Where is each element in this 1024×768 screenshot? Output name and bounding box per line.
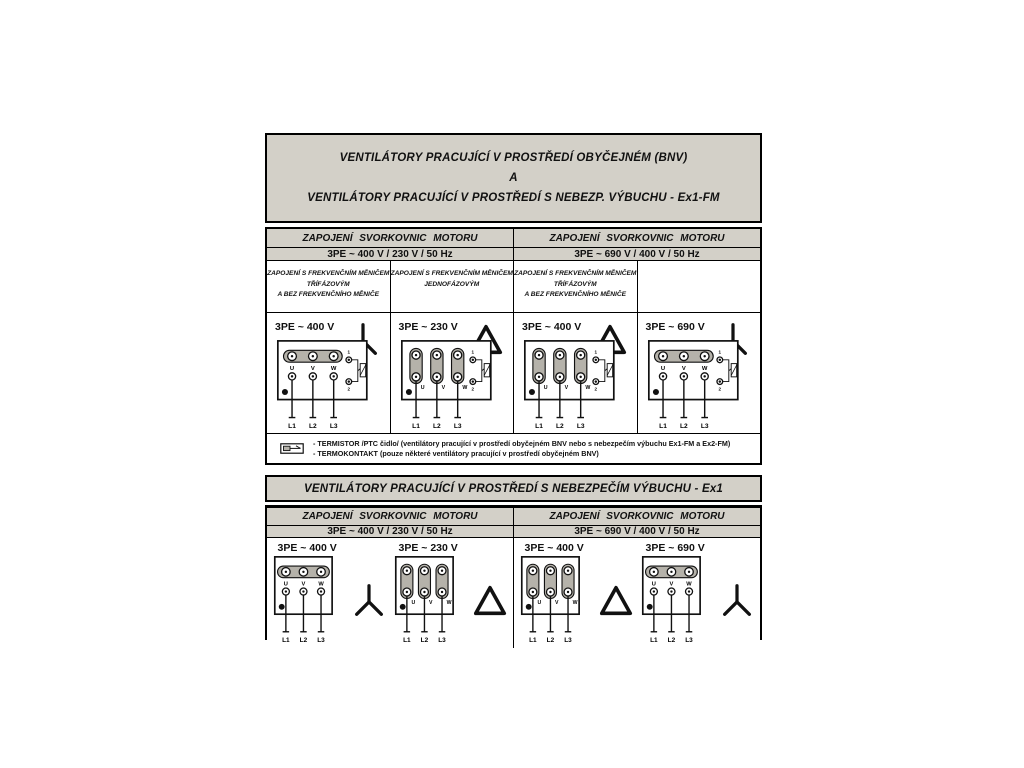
svg-text:1: 1 bbox=[718, 349, 721, 355]
svg-text:U: U bbox=[290, 366, 295, 373]
note-line-1: - TERMISTOR /PTC čidlo/ (ventilátory pracující v prostředí obyčejném BNV nebo s nebezpečím výbuchu Ex1-FM a Ex2-FM) bbox=[313, 439, 731, 448]
diagram-group-400v-delta bbox=[519, 541, 635, 648]
terminal-block-diagram bbox=[640, 555, 714, 648]
svg-text:L2: L2 bbox=[546, 636, 554, 644]
terminal-block-diagram bbox=[275, 339, 381, 434]
terminal-block-diagram bbox=[519, 555, 593, 648]
diagram-cell-230v-delta bbox=[390, 313, 514, 433]
delta-symbol-icon bbox=[597, 582, 635, 620]
svg-text:V: V bbox=[564, 385, 569, 392]
section1-subheader-row bbox=[267, 261, 760, 313]
svg-text:2: 2 bbox=[594, 386, 598, 392]
svg-text:W: W bbox=[462, 385, 468, 392]
svg-text:U: U bbox=[544, 385, 548, 392]
svg-text:V: V bbox=[669, 581, 673, 588]
svg-text:L3: L3 bbox=[563, 636, 572, 644]
svg-text:L2: L2 bbox=[299, 636, 307, 644]
svg-text:2: 2 bbox=[347, 386, 351, 392]
thermistor-icon bbox=[280, 441, 304, 459]
svg-text:L2: L2 bbox=[556, 422, 564, 430]
subheader-cell-4 bbox=[637, 261, 761, 312]
svg-text:V: V bbox=[681, 366, 686, 373]
diagram-cell-400v-star bbox=[267, 313, 390, 433]
section1-header-row bbox=[267, 229, 760, 261]
svg-text:L2: L2 bbox=[679, 422, 688, 430]
voltage-label: 3PE ~ 690 V bbox=[645, 542, 705, 554]
section2-table bbox=[265, 505, 762, 644]
svg-text:L3: L3 bbox=[453, 422, 462, 430]
diagram-group-690v-star bbox=[640, 541, 756, 648]
svg-text:2: 2 bbox=[471, 386, 474, 392]
svg-text:W: W bbox=[317, 581, 324, 588]
svg-text:U: U bbox=[660, 366, 665, 373]
header-subtitle: 3PE ~ 690 V / 400 V / 50 Hz bbox=[574, 526, 700, 537]
svg-text:V: V bbox=[311, 366, 316, 373]
header-title: ZAPOJENÍ SVORKOVNIC MOTORU bbox=[267, 508, 513, 526]
svg-text:L3: L3 bbox=[700, 422, 709, 430]
svg-text:1: 1 bbox=[347, 349, 351, 355]
section1-diagram-row bbox=[267, 313, 760, 434]
svg-text:U: U bbox=[283, 581, 288, 588]
svg-text:L1: L1 bbox=[649, 636, 658, 644]
svg-text:L2: L2 bbox=[420, 636, 428, 644]
voltage-label: 3PE ~ 400 V bbox=[277, 542, 337, 554]
terminal-block-diagram bbox=[272, 555, 346, 648]
diagram-cell-400v-delta bbox=[513, 313, 637, 433]
voltage-label: 3PE ~ 400 V bbox=[522, 321, 582, 333]
star-symbol-icon bbox=[718, 582, 756, 620]
terminal-block-diagram bbox=[646, 339, 752, 434]
section1-table bbox=[265, 227, 762, 465]
header-cell-left bbox=[267, 508, 513, 537]
subheader-cell-1: ZAPOJENÍ S FREKVENČNÍM MĚNIČEM TŘÍFÁZOVÝM A BEZ FREKVENČNÍHO MĚNIČE bbox=[267, 261, 390, 312]
svg-text:W: W bbox=[701, 366, 708, 373]
section1-note-row bbox=[267, 434, 760, 463]
svg-text:L3: L3 bbox=[577, 422, 585, 430]
svg-text:L2: L2 bbox=[667, 636, 675, 644]
delta-symbol-icon bbox=[471, 582, 509, 620]
svg-text:L1: L1 bbox=[535, 422, 544, 430]
diagram-group-230v-delta bbox=[393, 541, 509, 648]
svg-text:L3: L3 bbox=[437, 636, 446, 644]
svg-text:W: W bbox=[331, 366, 337, 373]
section2-left-half bbox=[267, 538, 513, 648]
header-subtitle: 3PE ~ 400 V / 230 V / 50 Hz bbox=[327, 248, 453, 260]
svg-text:2: 2 bbox=[718, 386, 721, 392]
section2-diagram-row bbox=[267, 538, 760, 648]
svg-text:W: W bbox=[572, 600, 578, 607]
svg-text:1: 1 bbox=[594, 349, 598, 355]
header-title: ZAPOJENÍ SVORKOVNIC MOTORU bbox=[514, 229, 760, 248]
svg-text:L3: L3 bbox=[330, 422, 338, 430]
section2-header-row bbox=[267, 508, 760, 538]
terminal-block-diagram bbox=[399, 339, 505, 434]
svg-text:U: U bbox=[537, 600, 541, 607]
svg-text:W: W bbox=[446, 600, 452, 607]
header-subtitle: 3PE ~ 690 V / 400 V / 50 Hz bbox=[574, 248, 700, 260]
svg-text:L1: L1 bbox=[288, 422, 297, 430]
svg-text:L1: L1 bbox=[528, 636, 537, 644]
terminal-block-diagram bbox=[393, 555, 467, 648]
note-line-2: - TERMOKONTAKT (pouze některé ventilátory pracující v prostředí obyčejném BNV) bbox=[313, 449, 599, 458]
svg-text:L1: L1 bbox=[658, 422, 667, 430]
terminal-block-diagram bbox=[522, 339, 628, 434]
section1-title-line1: VENTILÁTORY PRACUJÍCÍ V PROSTŘEDÍ OBYČEJNÉM (BNV) bbox=[339, 152, 688, 164]
section2-title-box bbox=[265, 475, 762, 502]
subheader-cell-2: ZAPOJENÍ S FREKVENČNÍM MĚNIČEM JEDNOFÁZOVÝM bbox=[390, 261, 514, 312]
svg-text:V: V bbox=[554, 600, 559, 607]
svg-text:V: V bbox=[428, 600, 433, 607]
svg-text:U: U bbox=[411, 600, 415, 607]
svg-text:U: U bbox=[420, 385, 425, 392]
svg-text:W: W bbox=[685, 581, 692, 588]
voltage-label: 3PE ~ 400 V bbox=[524, 542, 584, 554]
svg-text:L3: L3 bbox=[316, 636, 325, 644]
svg-text:L1: L1 bbox=[281, 636, 290, 644]
svg-text:U: U bbox=[651, 581, 656, 588]
header-cell-left bbox=[267, 229, 513, 260]
subheader-cell-3: ZAPOJENÍ S FREKVENČNÍM MĚNIČEM TŘÍFÁZOVÝM A BEZ FREKVENČNÍHO MĚNIČE bbox=[513, 261, 637, 312]
header-title: ZAPOJENÍ SVORKOVNIC MOTORU bbox=[267, 229, 513, 248]
header-subtitle: 3PE ~ 400 V / 230 V / 50 Hz bbox=[327, 526, 453, 537]
voltage-label: 3PE ~ 230 V bbox=[398, 542, 458, 554]
diagram-cell-690v-star bbox=[637, 313, 761, 433]
svg-text:L1: L1 bbox=[411, 422, 420, 430]
section1-title-line3: VENTILÁTORY PRACUJÍCÍ V PROSTŘEDÍ S NEBEZP. VÝBUCHU - Ex1-FM bbox=[307, 192, 720, 204]
svg-text:L2: L2 bbox=[432, 422, 441, 430]
svg-text:L3: L3 bbox=[684, 636, 693, 644]
svg-text:V: V bbox=[301, 581, 305, 588]
svg-text:L2: L2 bbox=[309, 422, 317, 430]
diagram-group-400v-star bbox=[272, 541, 388, 648]
header-title: ZAPOJENÍ SVORKOVNIC MOTORU bbox=[514, 508, 760, 526]
star-symbol-icon bbox=[350, 582, 388, 620]
header-cell-right bbox=[513, 508, 760, 537]
svg-text:L1: L1 bbox=[402, 636, 411, 644]
header-cell-right bbox=[513, 229, 760, 260]
svg-text:1: 1 bbox=[471, 349, 474, 355]
svg-text:W: W bbox=[585, 385, 591, 392]
section1-title-box bbox=[265, 133, 762, 223]
section2-right-half bbox=[513, 538, 760, 648]
voltage-label: 3PE ~ 230 V bbox=[398, 321, 458, 333]
voltage-label: 3PE ~ 400 V bbox=[275, 321, 335, 333]
svg-text:V: V bbox=[441, 385, 445, 392]
voltage-label: 3PE ~ 690 V bbox=[645, 321, 705, 333]
section2-title: VENTILÁTORY PRACUJÍCÍ V PROSTŘEDÍ S NEBEZPEČÍM VÝBUCHU - Ex1 bbox=[303, 482, 724, 495]
section1-title-line2: A bbox=[509, 172, 518, 184]
